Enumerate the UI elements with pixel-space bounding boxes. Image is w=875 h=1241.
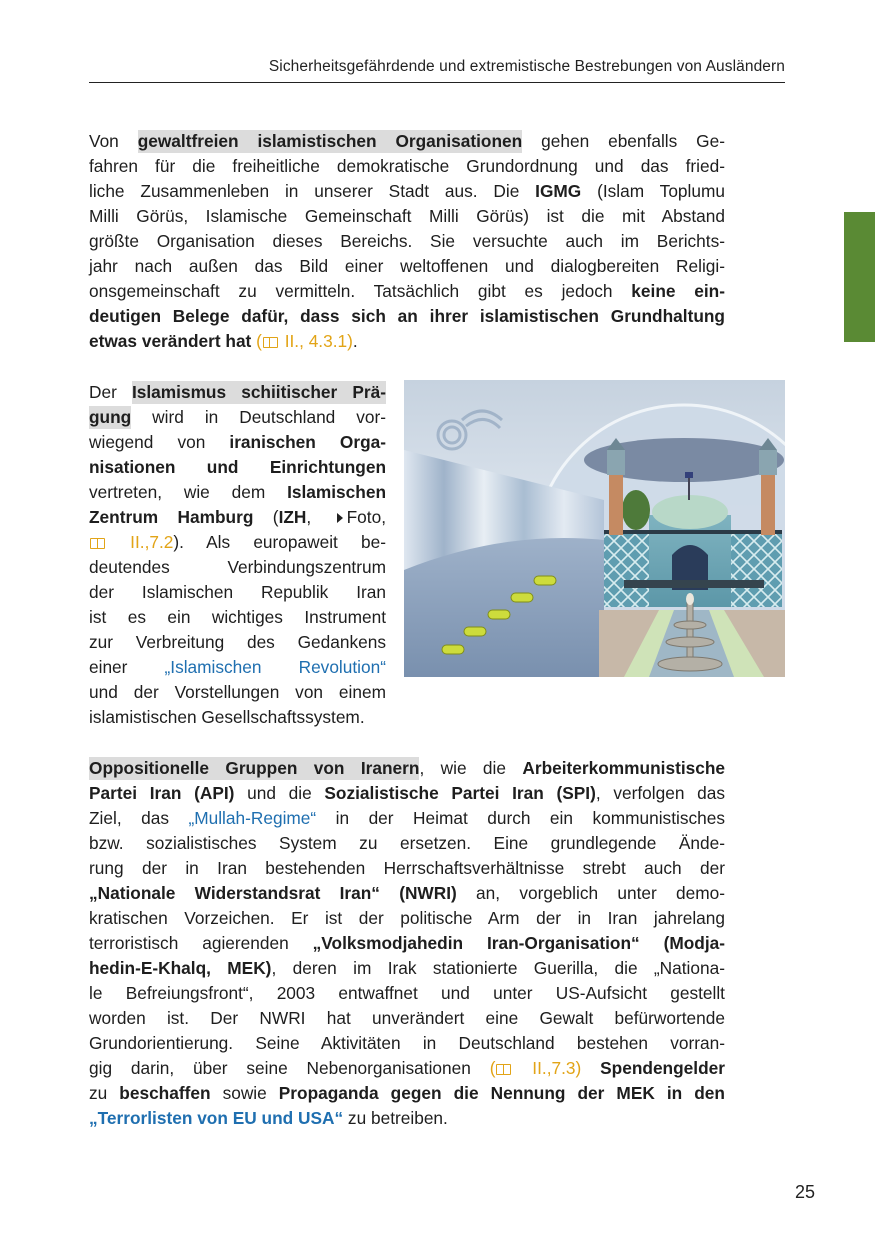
bold-text: Partei Iran (API) [89, 783, 235, 803]
text-segment: in der Heimat durch ein kommunistisches [316, 808, 725, 828]
text-segment: (Islam Toplumu [581, 181, 726, 201]
book-reference-icon [496, 1064, 511, 1075]
text-line [89, 881, 725, 906]
text-line [89, 129, 725, 154]
text-segment: fahren für die freiheitliche demokratische Grundordnung und das fried- [89, 156, 725, 176]
bold-text: hedin-E-Khalq, MEK) [89, 958, 272, 978]
text-line [89, 831, 725, 856]
text-segment: worden ist. Der NWRI hat unverändert eine Gewalt befürwortende [89, 1008, 725, 1028]
text-line [89, 756, 725, 781]
text-line [89, 179, 725, 204]
text-line [89, 680, 386, 705]
highlighted-keyword: gewaltfreien islamistischen Organisationen [137, 131, 523, 151]
text-segment: , verfolgen das [595, 783, 725, 803]
text-segment: , deren im Irak stationierte Guerilla, die „Nationa- [271, 958, 725, 978]
text-line [89, 204, 725, 229]
text-line [89, 555, 386, 580]
text-line [89, 405, 386, 430]
text-segment: zu betreiben. [343, 1108, 448, 1128]
photo-izh-mosque [404, 380, 785, 677]
text-line [89, 254, 725, 279]
text-segment: zur Verbreitung des Gedankens [89, 632, 386, 652]
text-segment: vertreten, wie dem [89, 482, 288, 502]
text-segment: onsgemeinschaft zu vermitteln. Tatsächlich gibt es jedoch [89, 281, 632, 301]
text-segment: ist es ein wichtiges Instrument [89, 607, 386, 627]
cross-reference-link[interactable]: ( [489, 1058, 496, 1078]
text-segment: gig darin, über seine Nebenorganisationen [89, 1058, 490, 1078]
text-line [89, 304, 725, 329]
text-segment: größte Organisation dieses Bereichs. Sie versuchte auch im Berichts- [89, 231, 725, 251]
text-segment: sowie [210, 1083, 279, 1103]
text-segment: terroristisch agierenden [89, 933, 313, 953]
text-segment: zu [89, 1083, 120, 1103]
text-segment: rung der in Iran bestehenden Herrschaftsverhältnisse strebt auch der [89, 858, 725, 878]
text-line [89, 1056, 725, 1081]
text-segment [581, 1058, 600, 1078]
bold-text: „Volksmodjahedin Iran-Organisation“ (Modja- [312, 933, 725, 953]
text-segment: wiegend von [89, 432, 230, 452]
quoted-term: „Terrorlisten von EU und USA“ [89, 1108, 344, 1128]
text-segment: Milli Görüs, Islamische Gemeinschaft Milli Görüs) ist die mit Abstand [89, 206, 725, 226]
photo-pointer-arrow-icon [337, 513, 343, 523]
text-segment: deutendes Verbindungszentrum [89, 557, 386, 577]
text-segment: Grundorientierung. Seine Aktivitäten in Deutschland bestehen vorran- [89, 1033, 725, 1053]
bold-text: Sozialistische Partei Iran (SPI) [324, 783, 596, 803]
highlighted-keyword: Islamismus schiitischer Prä- [131, 382, 386, 402]
text-segment: ( [253, 507, 279, 527]
text-line [89, 931, 725, 956]
paragraph-nonviolent-islamist-orgs [89, 129, 725, 354]
text-line [89, 505, 386, 530]
text-segment: und der Vorstellungen von einem [89, 682, 386, 702]
text-line [89, 229, 725, 254]
text-segment: islamistischen Gesellschaftssystem. [89, 707, 365, 727]
running-header-title: Sicherheitsgefährdende und extremistische Bestrebungen von Ausländern [268, 58, 785, 75]
highlighted-keyword: gung [89, 407, 132, 427]
text-segment: kratischen Vorzeichen. Er ist der politische Arm der in Iran jahrelang [89, 908, 725, 928]
text-line [89, 279, 725, 304]
text-line [89, 154, 725, 179]
text-segment: bzw. sozialistisches System zu ersetzen. Eine grundlegende Ände- [89, 833, 725, 853]
text-line [89, 981, 725, 1006]
text-line [89, 806, 725, 831]
text-line [89, 1106, 725, 1131]
text-line [89, 781, 725, 806]
text-segment: le Befreiungsfront“, 2003 entwaffnet und unter US-Aufsicht gestellt [89, 983, 725, 1003]
bold-text: Arbeiterkommunistische [522, 758, 726, 778]
text-segment: liche Zusammenleben in unserer Stadt aus. Die [89, 181, 536, 201]
text-segment: jahr nach außen das Bild einer weltoffenen und dialogbereiten Religi- [89, 256, 725, 276]
quoted-term: „Mullah-Regime“ [188, 808, 317, 828]
text-segment: , wie die [419, 758, 523, 778]
text-line [89, 956, 725, 981]
text-line [89, 1081, 725, 1106]
text-segment: . [352, 331, 358, 351]
text-line [89, 856, 725, 881]
text-line [89, 705, 386, 730]
cross-reference-link[interactable]: II.,7.3) [513, 1058, 582, 1078]
text-line [89, 1031, 725, 1056]
text-segment: Von [89, 131, 138, 151]
text-segment: Ziel, das [89, 808, 189, 828]
text-line [89, 430, 386, 455]
text-line [89, 655, 386, 680]
text-segment: wird in Deutschland vor- [131, 407, 386, 427]
bold-text: etwas verändert hat [89, 331, 252, 351]
text-segment: Der [89, 382, 132, 402]
bold-text: beschaffen [119, 1083, 211, 1103]
cross-reference-link[interactable]: ( [251, 331, 262, 351]
text-line [89, 380, 386, 405]
bold-text: IGMG [535, 181, 582, 201]
bold-text: keine ein- [631, 281, 725, 301]
text-line [89, 480, 386, 505]
paragraph-iranian-opposition-groups [89, 756, 725, 1131]
bold-text: Spendengelder [600, 1058, 725, 1078]
bold-text: nisationen und Einrichtungen [89, 457, 386, 477]
chapter-color-tab [844, 212, 875, 342]
quoted-term: „Islamischen Revolution“ [164, 657, 386, 677]
highlighted-keyword: Oppositionelle Gruppen von Iranern [89, 758, 420, 778]
text-segment: und die [234, 783, 325, 803]
cross-reference-link[interactable]: II.,7.2 [107, 532, 174, 552]
text-segment: gehen ebenfalls Ge- [522, 131, 725, 151]
bold-text: deutigen Belege dafür, dass sich an ihrer islamistischen Grundhaltung [89, 306, 725, 326]
paragraph-shiite-islamism [89, 380, 386, 730]
text-segment: Foto, [346, 507, 387, 527]
text-line [89, 1006, 725, 1031]
text-line [89, 906, 725, 931]
book-reference-icon [90, 538, 105, 549]
text-segment: einer [89, 657, 165, 677]
text-line [89, 329, 725, 354]
header-divider [89, 82, 785, 83]
text-segment: ). Als europaweit be- [173, 532, 386, 552]
bold-text: „Nationale Widerstandsrat Iran“ (NWRI) [89, 883, 457, 903]
cross-reference-link[interactable]: II., 4.3.1) [279, 331, 353, 351]
mosque-collage-illustration [404, 380, 785, 677]
text-line [89, 455, 386, 480]
bold-text: Zentrum Hamburg [89, 507, 254, 527]
bold-text: Islamischen [287, 482, 386, 502]
page-number: 25 [795, 1182, 816, 1202]
text-segment: der Islamischen Republik Iran [89, 582, 386, 602]
text-line [89, 580, 386, 605]
text-line [89, 605, 386, 630]
text-line [89, 530, 386, 555]
bold-text: iranischen Orga- [229, 432, 386, 452]
book-reference-icon [263, 337, 278, 348]
text-line [89, 630, 386, 655]
bold-text: IZH [278, 507, 307, 527]
text-segment: an, vorgeblich unter demo- [456, 883, 725, 903]
text-segment: , [306, 507, 331, 527]
bold-text: Propaganda gegen die Nennung der MEK in den [278, 1083, 725, 1103]
